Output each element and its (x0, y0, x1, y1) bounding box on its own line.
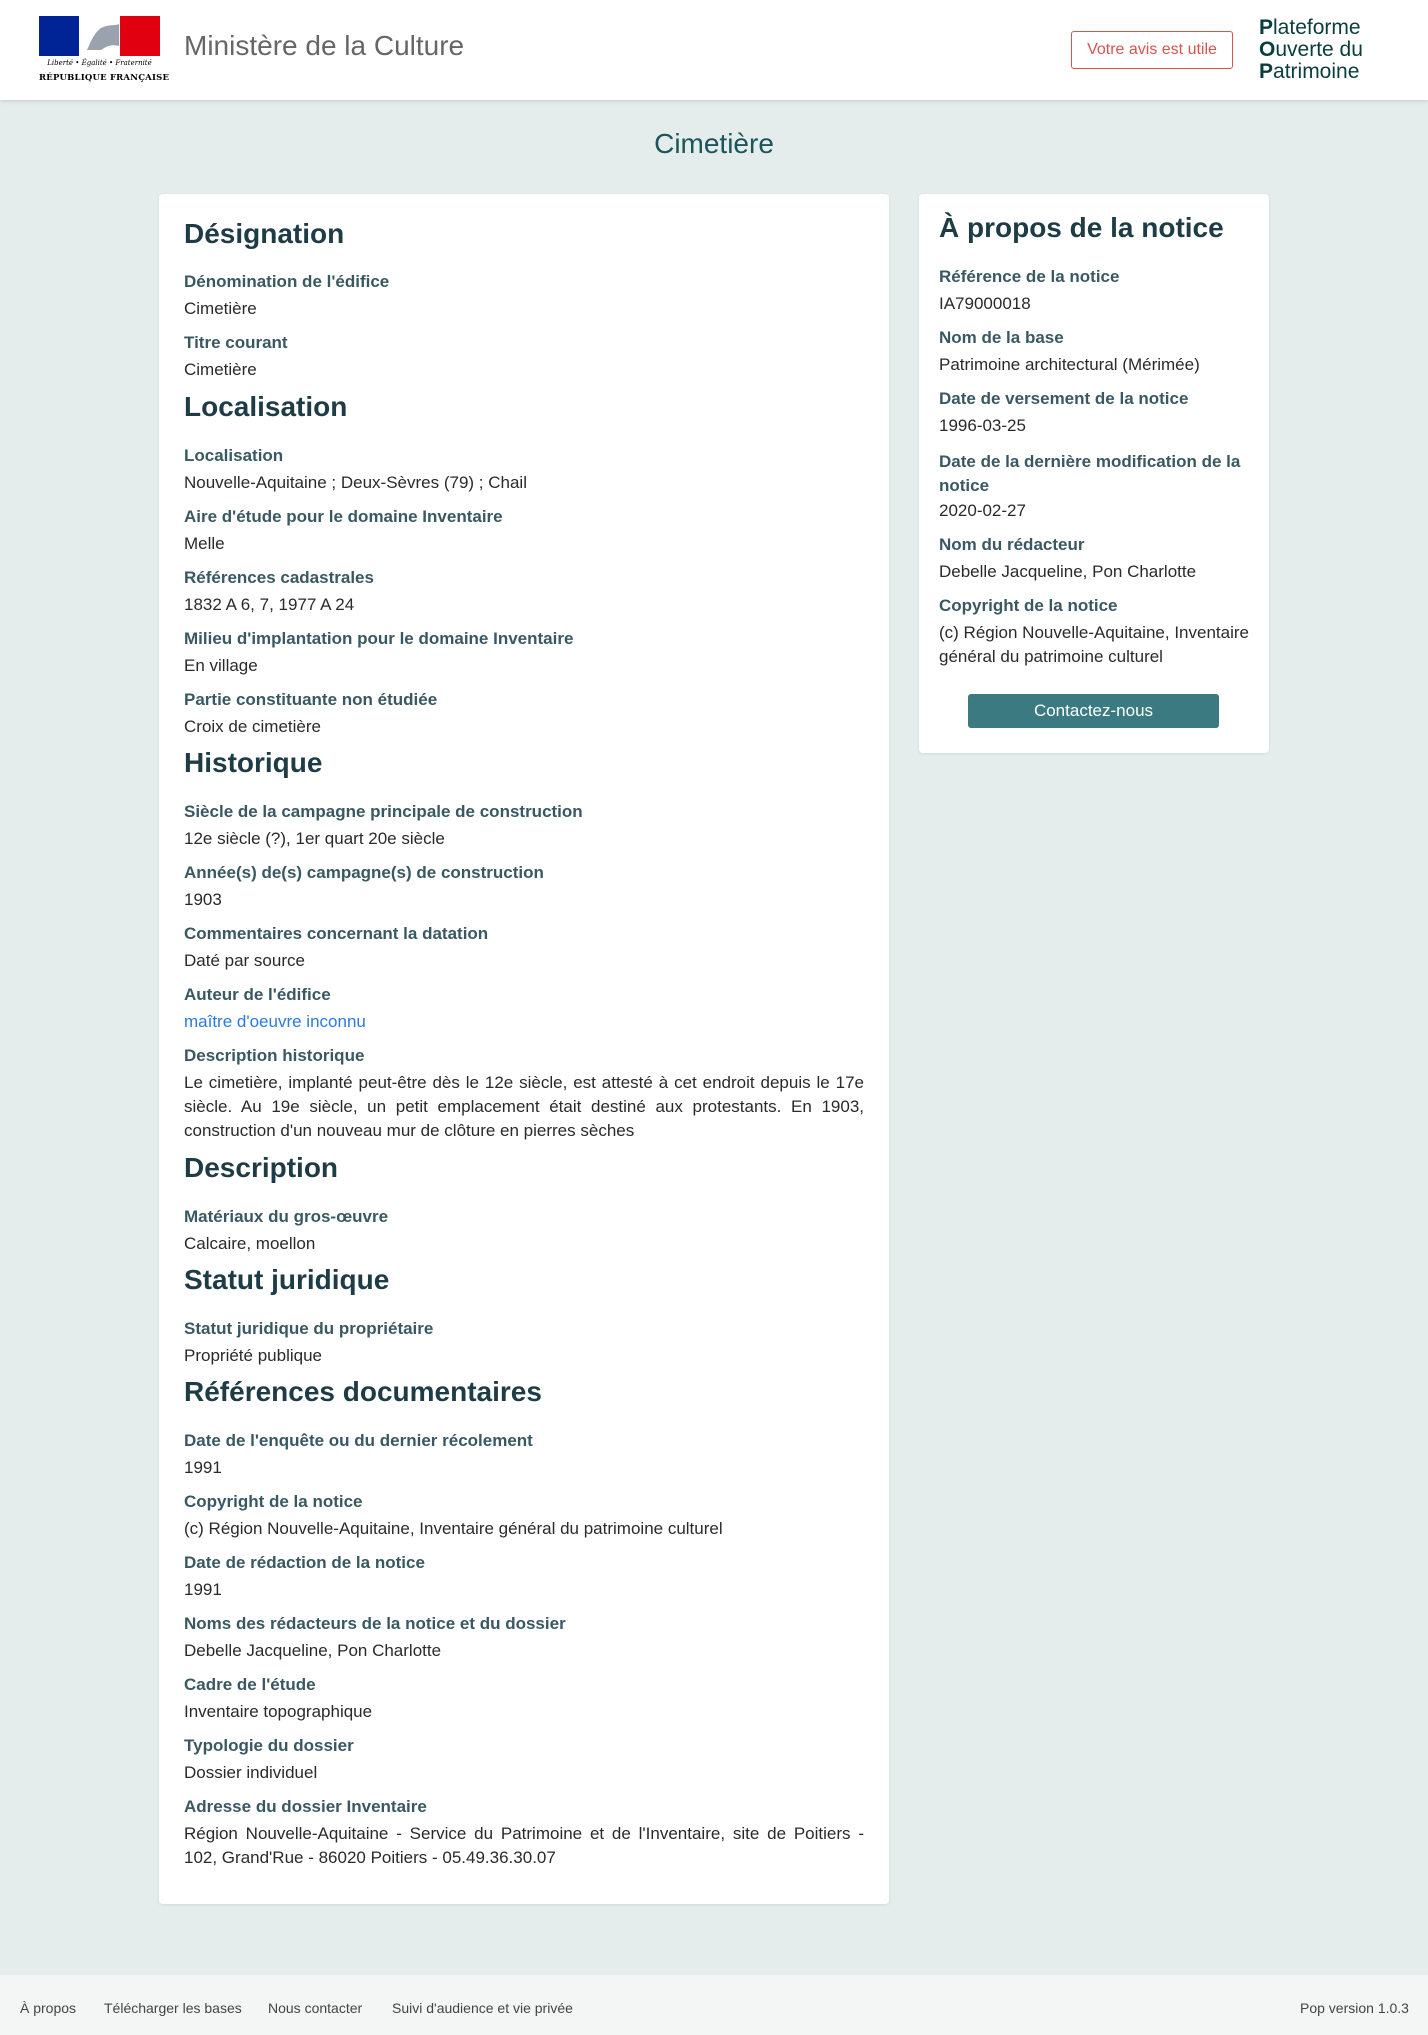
field-label-proprietaire: Statut juridique du propriétaire (184, 1319, 434, 1338)
feedback-button[interactable]: Votre avis est utile (1071, 31, 1233, 69)
field-label-enquete: Date de l'enquête ou du dernier récolement (184, 1431, 533, 1450)
field-label-aire: Aire d'étude pour le domaine Inventaire (184, 507, 503, 526)
field-value-redacteurs: Debelle Jacqueline, Pon Charlotte (184, 1641, 442, 1660)
field-value-redaction: 1991 (184, 1580, 222, 1599)
footer-link-suivi[interactable]: Suivi d'audience et vie privée (392, 2000, 573, 2016)
field-value-adresse: Région Nouvelle-Aquitaine - Service du Patrimoine et de l'Inventaire, site de Poitiers - 102, Grand'Rue - 86020 Poitiers - 05.49.36.30.07 (184, 1824, 864, 1867)
field-label-denomination: Dénomination de l'édifice (184, 272, 390, 291)
field-label-redaction: Date de rédaction de la notice (184, 1553, 425, 1572)
sidebar-label-redacteur: Nom du rédacteur (939, 535, 1085, 554)
field-value-partie: Croix de cimetière (184, 717, 321, 736)
sidebar-value-modification: 2020-02-27 (939, 501, 1026, 520)
ministry-name[interactable]: Ministère de la Culture (184, 30, 465, 61)
version-text: Pop version 1.0.3 (1300, 2000, 1409, 2016)
footer-link-telecharger[interactable]: Télécharger les bases (104, 2000, 242, 2016)
field-value-cadre: Inventaire topographique (184, 1702, 373, 1721)
field-value-proprietaire: Propriété publique (184, 1346, 322, 1365)
sidebar-label-modification: Date de la dernière modification de la notice (939, 452, 1241, 495)
field-value-copyright: (c) Région Nouvelle-Aquitaine, Inventaire général du patrimoine culturel (184, 1519, 723, 1538)
contact-button[interactable]: Contactez-nous (968, 694, 1219, 728)
field-label-siecle: Siècle de la campagne principale de construction (184, 802, 583, 821)
field-value-denomination: Cimetière (184, 299, 257, 318)
sidebar-value-copyright: (c) Région Nouvelle-Aquitaine, Inventaire général du patrimoine culturel (939, 623, 1249, 666)
sidebar-label-base: Nom de la base (939, 328, 1064, 347)
sidebar-value-reference: IA79000018 (939, 294, 1031, 313)
field-label-adresse: Adresse du dossier Inventaire (184, 1797, 427, 1816)
field-label-partie: Partie constituante non étudiée (184, 690, 438, 709)
republique-francaise-logo[interactable] (39, 16, 170, 88)
field-value-siecle: 12e siècle (?), 1er quart 20e siècle (184, 829, 445, 848)
marianne-flag-icon (39, 16, 160, 56)
field-label-milieu: Milieu d'implantation pour le domaine Inventaire (184, 629, 574, 648)
field-value-enquete: 1991 (184, 1458, 222, 1477)
field-value-annee: 1903 (184, 890, 222, 909)
section-title-references: Références documentaires (184, 1376, 542, 1407)
field-label-commentaires: Commentaires concernant la datation (184, 924, 489, 943)
sidebar-value-base: Patrimoine architectural (Mérimée) (939, 355, 1200, 374)
sidebar-title: À propos de la notice (939, 212, 1224, 243)
sidebar-value-redacteur: Debelle Jacqueline, Pon Charlotte (939, 562, 1197, 581)
field-label-description-historique: Description historique (184, 1046, 365, 1065)
republic-motto: Liberté • Égalité • Fraternité (47, 59, 152, 67)
field-value-aire: Melle (184, 534, 225, 553)
section-title-description: Description (184, 1152, 339, 1183)
field-label-annee: Année(s) de(s) campagne(s) de construction (184, 863, 544, 882)
section-title-historique: Historique (184, 747, 323, 778)
footer-link-contact[interactable]: Nous contacter (268, 2000, 363, 2016)
field-label-copyright: Copyright de la notice (184, 1492, 363, 1511)
pop-logo[interactable]: Plateforme Ouverte du Patrimoine (1259, 16, 1363, 83)
field-value-localisation: Nouvelle-Aquitaine ; Deux-Sèvres (79) ; Chail (184, 473, 527, 492)
field-value-typologie: Dossier individuel (184, 1763, 318, 1782)
field-label-cadre: Cadre de l'étude (184, 1675, 316, 1694)
field-value-materiaux: Calcaire, moellon (184, 1234, 316, 1253)
footer-link-apropos[interactable]: À propos (20, 2000, 77, 2016)
field-label-redacteurs: Noms des rédacteurs de la notice et du dossier (184, 1614, 566, 1633)
field-value-milieu: En village (184, 656, 258, 675)
sidebar-label-copyright: Copyright de la notice (939, 596, 1118, 615)
sidebar-label-versement: Date de versement de la notice (939, 389, 1189, 408)
field-value-cadastre: 1832 A 6, 7, 1977 A 24 (184, 595, 355, 614)
site-footer (0, 1975, 1428, 2035)
field-label-localisation: Localisation (184, 446, 284, 465)
field-value-commentaires: Daté par source (184, 951, 305, 970)
republic-name: RÉPUBLIQUE FRANÇAISE (39, 73, 170, 83)
field-label-cadastre: Références cadastrales (184, 568, 374, 587)
section-title-designation: Désignation (184, 218, 345, 249)
author-link[interactable]: maître d'oeuvre inconnu (184, 1012, 366, 1031)
section-title-statut: Statut juridique (184, 1264, 390, 1295)
section-title-localisation: Localisation (184, 391, 348, 422)
page-title: Cimetière (654, 128, 774, 159)
sidebar-value-versement: 1996-03-25 (939, 416, 1026, 435)
field-value-description-historique: Le cimetière, implanté peut-être dès le 12e siècle, est attesté à cet endroit depuis le 17e siècle. Au 19e siècle, un petit emplacement était destiné aux protestants. En 1903, construction d'un nouveau mur de clôture en pierres sèches (184, 1073, 864, 1140)
field-label-materiaux: Matériaux du gros-œuvre (184, 1207, 389, 1226)
field-value-titre: Cimetière (184, 360, 257, 379)
field-label-titre: Titre courant (184, 333, 288, 352)
field-label-typologie: Typologie du dossier (184, 1736, 354, 1755)
site-header (0, 0, 1428, 100)
field-label-auteur: Auteur de l'édifice (184, 985, 331, 1004)
sidebar-label-reference: Référence de la notice (939, 267, 1120, 286)
